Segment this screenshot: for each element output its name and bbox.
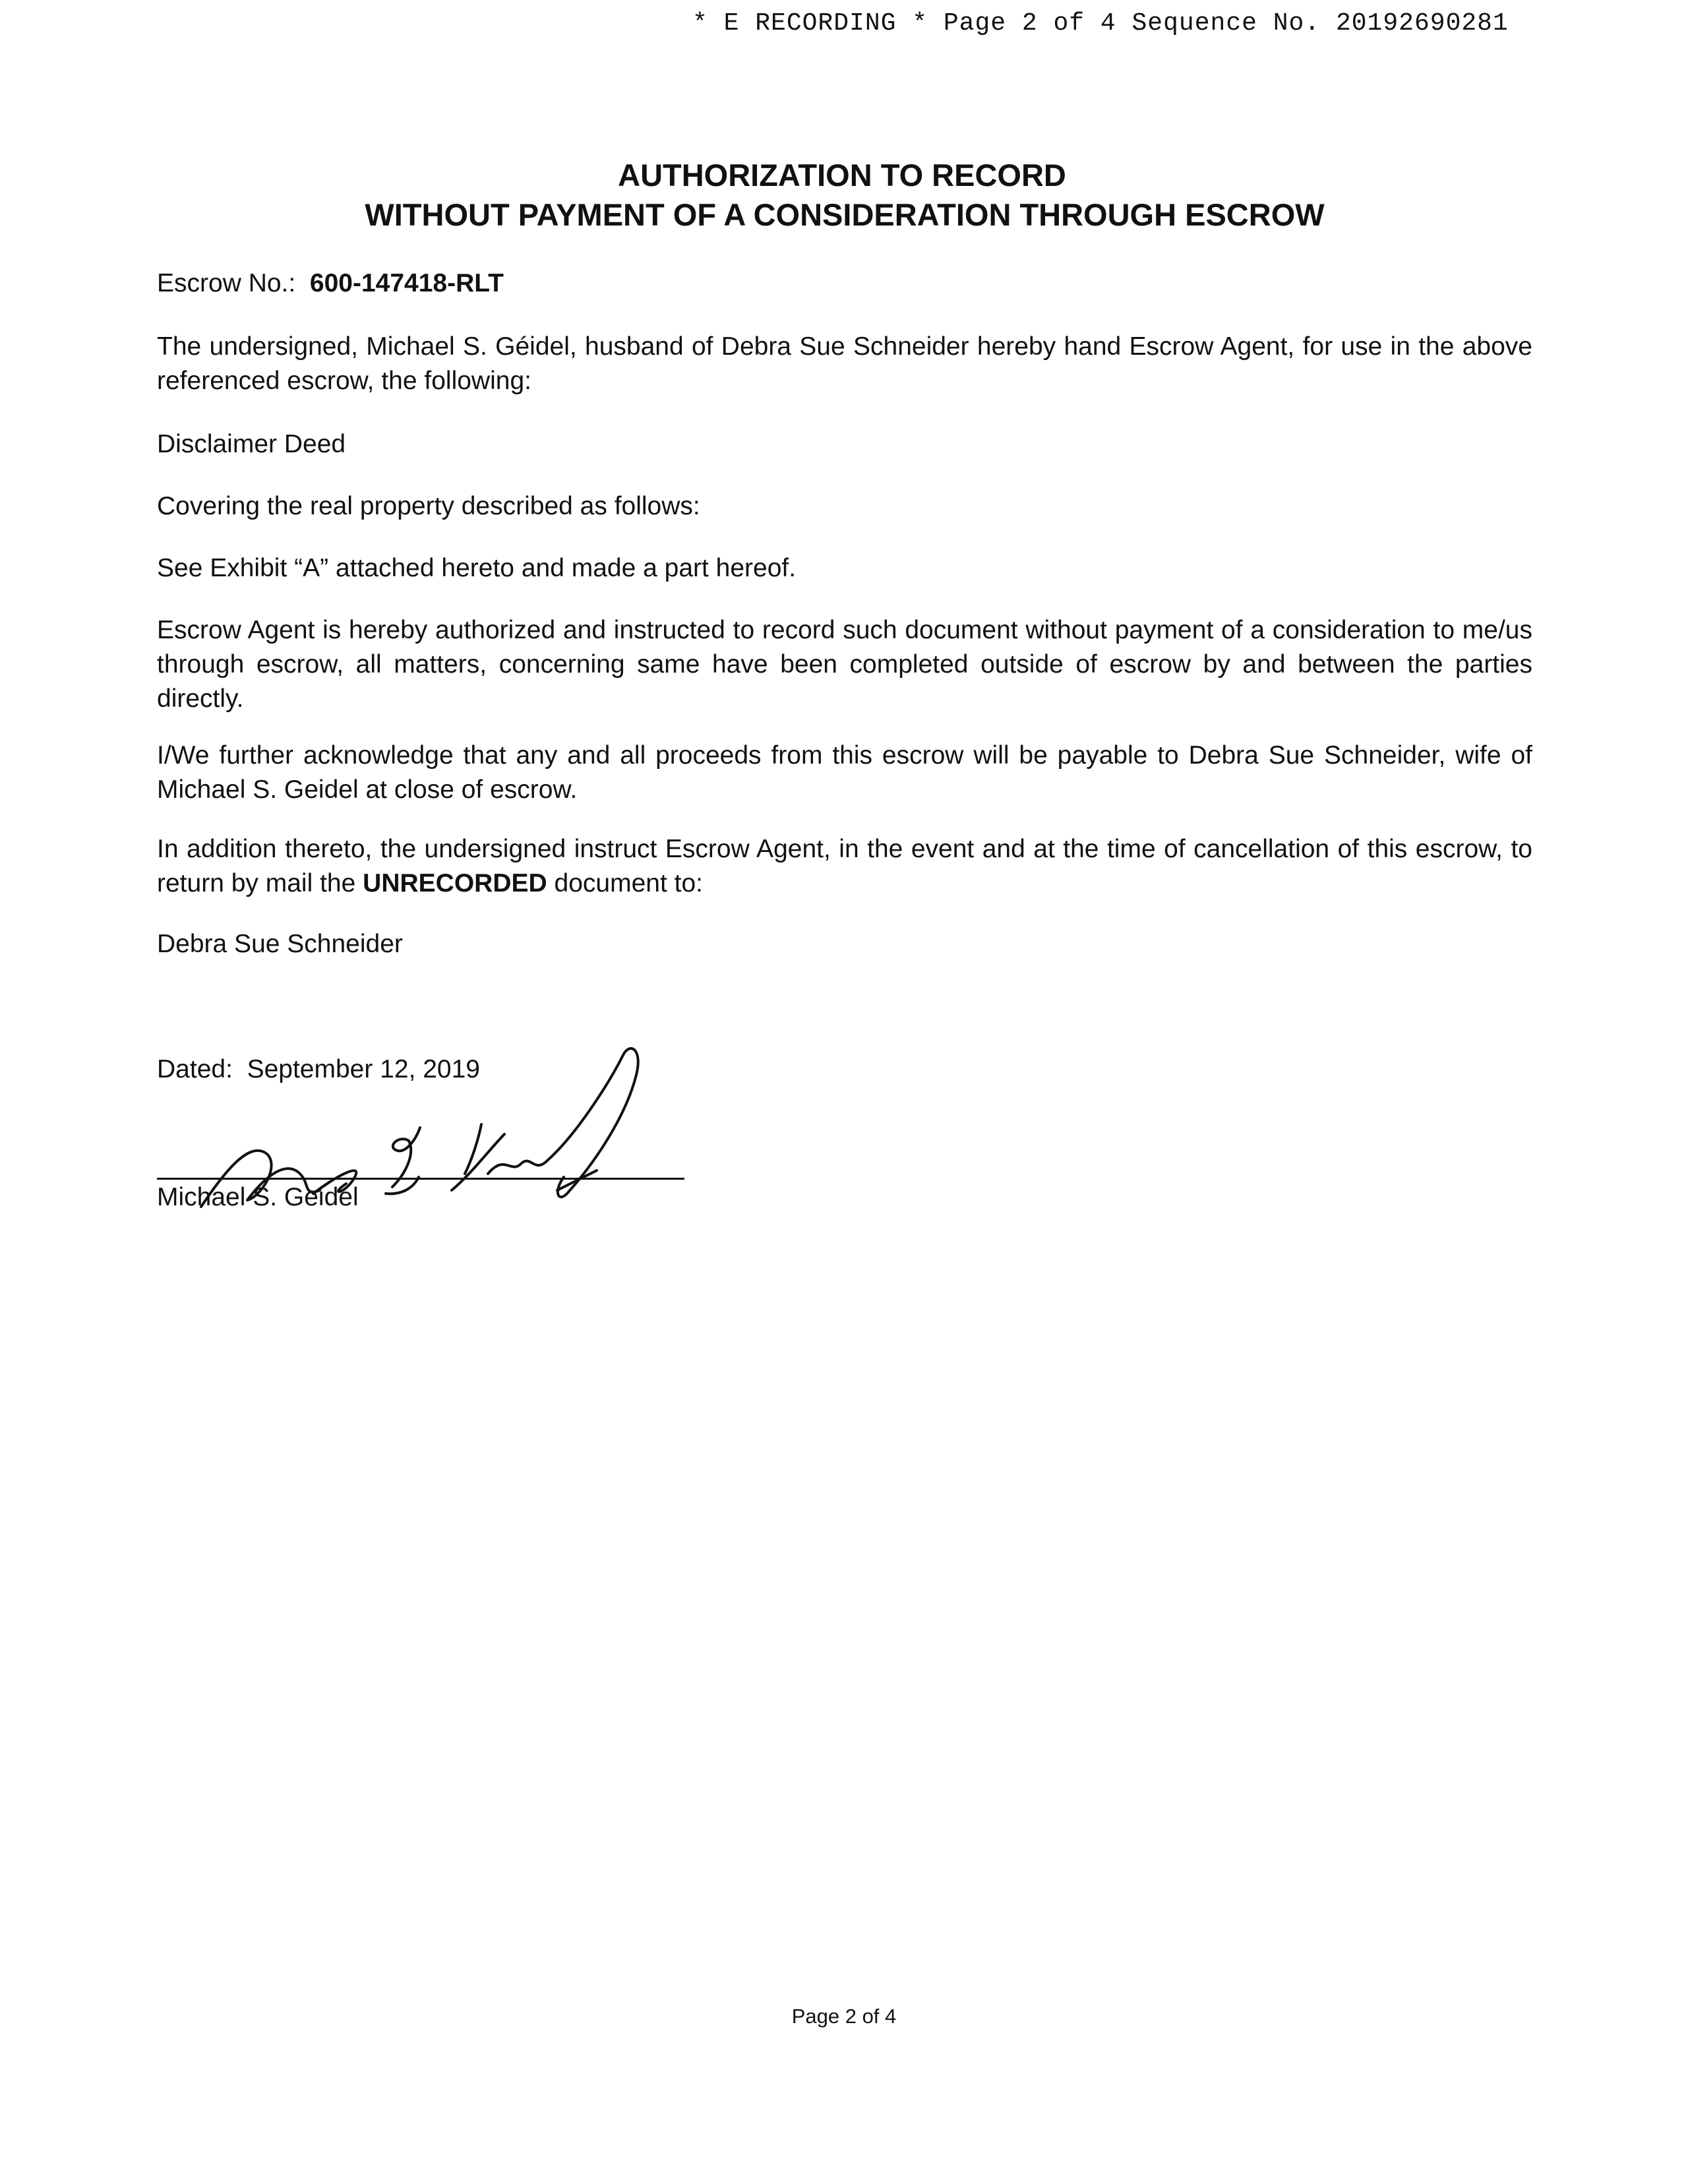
document-title-line-1: AUTHORIZATION TO RECORD bbox=[618, 158, 1066, 193]
intro-paragraph: The undersigned, Michael S. Géidel, husband of Debra Sue Schneider hereby hand Escrow Agent, for use in the above referenced escrow, the following: bbox=[157, 332, 1532, 395]
document-title-line-2: WITHOUT PAYMENT OF A CONSIDERATION THROUGH ESCROW bbox=[365, 197, 1325, 232]
exhibit-paragraph: See Exhibit “A” attached hereto and made a part hereof. bbox=[157, 554, 797, 582]
return-recipient: Debra Sue Schneider bbox=[157, 930, 403, 958]
document-name: Disclaimer Deed bbox=[157, 430, 346, 458]
signature-line bbox=[157, 1178, 684, 1180]
cancellation-text-end: document to: bbox=[554, 869, 703, 897]
authorization-paragraph: Escrow Agent is hereby authorized and instructed to record such document without payment of a consideration to me/us through escrow, all matters, concerning same have been completed outside of escrow by and between the parties directly. bbox=[157, 616, 1532, 713]
escrow-number-value: 600-147418-RLT bbox=[309, 269, 504, 297]
recording-stamp: * E RECORDING * Page 2 of 4 Sequence No. 20192690281 bbox=[692, 9, 1509, 38]
unrecorded-emphasis: UNRECORDED bbox=[363, 869, 547, 897]
cancellation-paragraph bbox=[157, 832, 1532, 901]
page-footer: Page 2 of 4 bbox=[791, 2005, 897, 2028]
cancellation-text: In addition thereto, the undersigned instruct Escrow Agent, in the event and at the time of cancellation of this escrow, to return by mail the bbox=[157, 835, 1532, 897]
dated-label: Dated: bbox=[157, 1055, 233, 1083]
signer-name: Michael S. Geidel bbox=[157, 1183, 359, 1211]
dated-value: September 12, 2019 bbox=[247, 1055, 480, 1083]
covering-paragraph: Covering the real property described as follows: bbox=[157, 492, 700, 520]
escrow-number-line bbox=[157, 266, 1532, 301]
escrow-number-label: Escrow No.: bbox=[157, 269, 296, 297]
acknowledgement-paragraph: I/We further acknowledge that any and all proceeds from this escrow will be payable to Debra Sue Schneider, wife of Michael S. Geidel at close of escrow. bbox=[157, 741, 1532, 804]
